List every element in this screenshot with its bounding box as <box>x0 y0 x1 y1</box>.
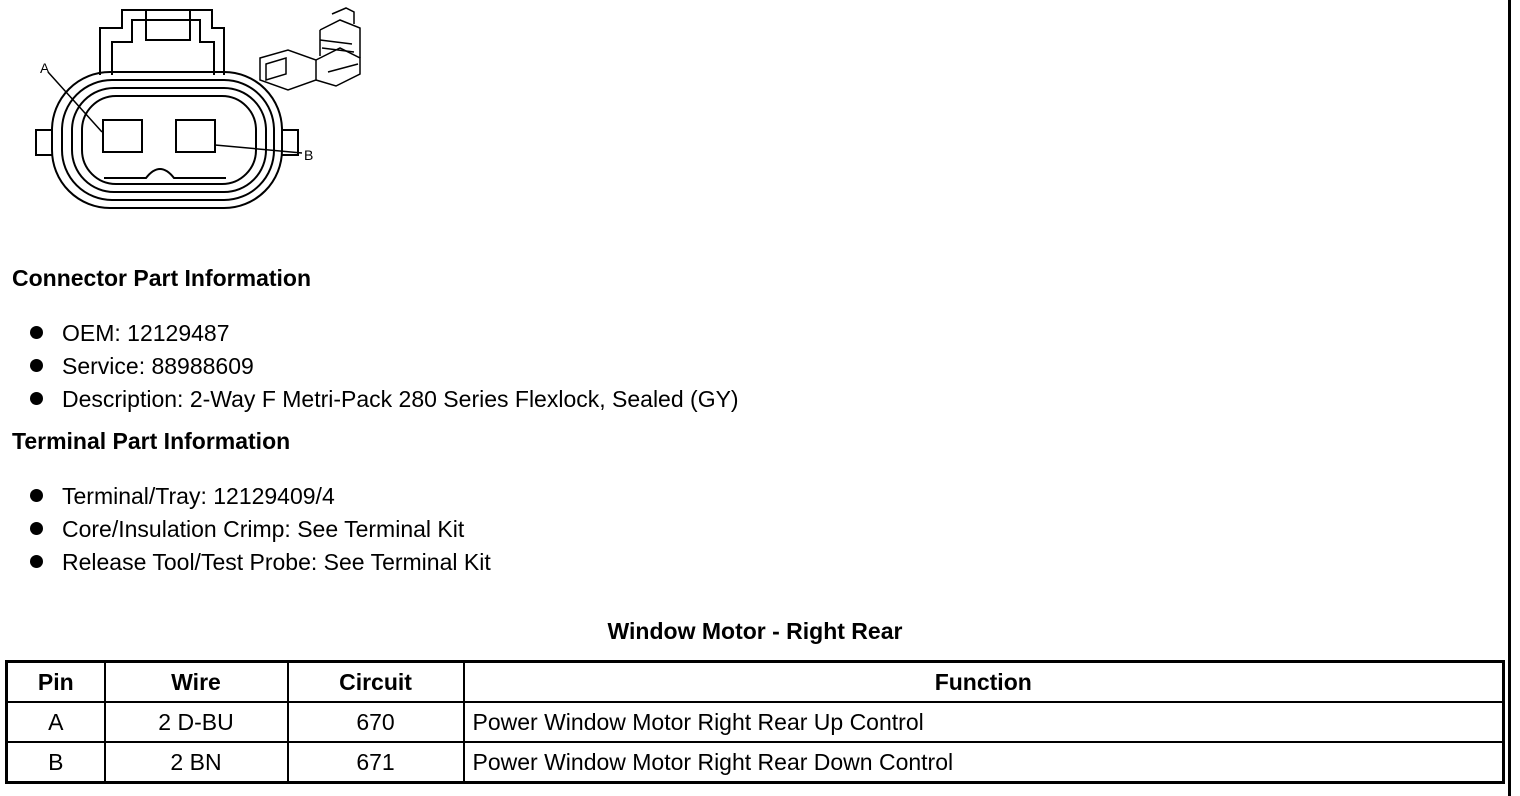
wire-cell: 2 D-BU <box>105 702 288 742</box>
list-item <box>30 483 491 516</box>
function-cell: Power Window Motor Right Rear Up Control <box>464 702 1504 742</box>
pin-cell: A <box>7 702 105 742</box>
list-item-text: Description: 2-Way F Metri-Pack 280 Series Flexlock, Sealed (GY) <box>62 386 739 412</box>
pin-table-title: Window Motor - Right Rear <box>607 618 903 644</box>
list-item-text: Service: 88988609 <box>62 353 254 379</box>
circuit-cell: 671 <box>288 742 464 783</box>
connector-part-heading: Connector Part Information <box>12 265 312 291</box>
wire-cell: 2 BN <box>105 742 288 783</box>
bullet-icon <box>30 522 43 535</box>
callout-a: A <box>40 60 50 76</box>
callout-b: B <box>304 147 314 163</box>
bullet-icon <box>30 392 43 405</box>
circuit-cell: 670 <box>288 702 464 742</box>
terminal-part-list <box>30 483 491 582</box>
list-item-text: Terminal/Tray: 12129409/4 <box>62 483 335 509</box>
column-header-pin: Pin <box>7 662 105 703</box>
table-row <box>7 742 1504 783</box>
bullet-icon <box>30 326 43 339</box>
list-item <box>30 386 739 419</box>
terminal-part-heading: Terminal Part Information <box>12 428 291 454</box>
bullet-icon <box>30 359 43 372</box>
pin-cell: B <box>7 742 105 783</box>
pin-table <box>5 660 1505 784</box>
table-row <box>7 702 1504 742</box>
column-header-function: Function <box>464 662 1504 703</box>
bullet-icon <box>30 555 43 568</box>
list-item-text: Core/Insulation Crimp: See Terminal Kit <box>62 516 465 542</box>
connector-part-list <box>30 320 739 419</box>
connector-figure <box>20 0 400 225</box>
list-item-text: Release Tool/Test Probe: See Terminal Kit <box>62 549 491 575</box>
connector-drawing <box>20 0 400 225</box>
list-item-text: OEM: 12129487 <box>62 320 230 346</box>
function-cell: Power Window Motor Right Rear Down Control <box>464 742 1504 783</box>
list-item <box>30 320 739 353</box>
bullet-icon <box>30 489 43 502</box>
column-header-circuit: Circuit <box>288 662 464 703</box>
list-item <box>30 516 491 549</box>
table-header-row <box>7 662 1504 703</box>
page-right-border <box>1508 0 1511 796</box>
column-header-wire: Wire <box>105 662 288 703</box>
list-item <box>30 549 491 582</box>
list-item <box>30 353 739 386</box>
